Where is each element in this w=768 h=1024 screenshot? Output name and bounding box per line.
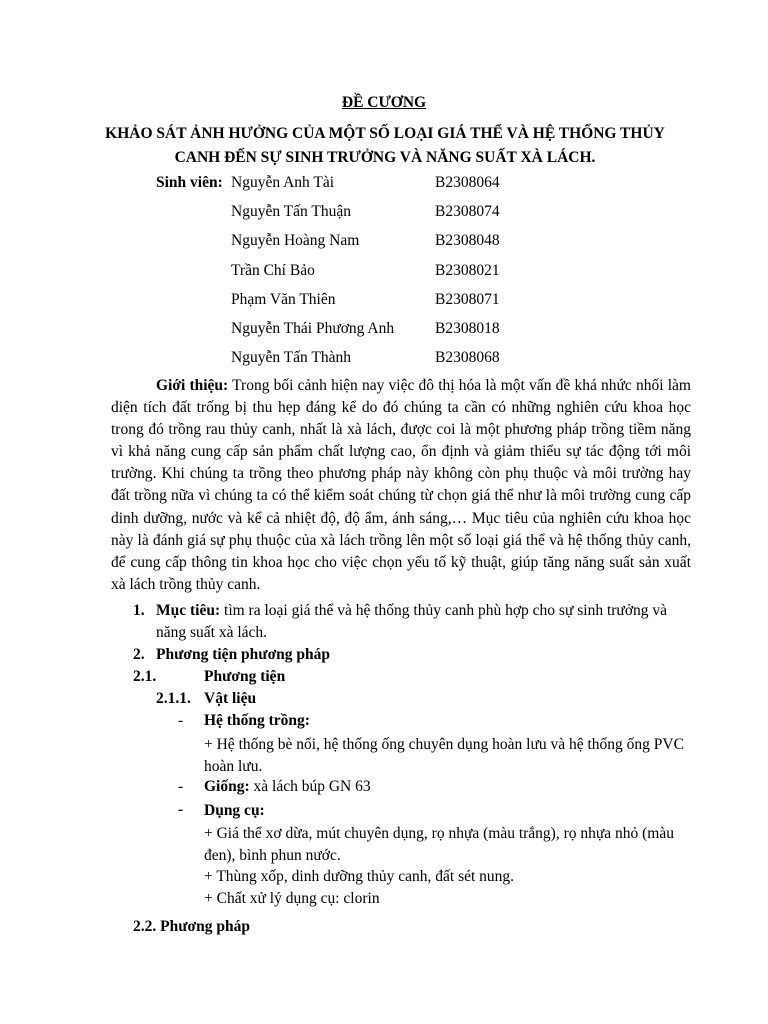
system-label: Hệ thống trồng: xyxy=(204,712,310,729)
section211-heading: Vật liệu xyxy=(204,690,257,707)
student-name: Nguyễn Anh Tài xyxy=(231,174,335,191)
section1-number: 1. xyxy=(133,602,145,619)
intro-label: Giới thiệu: xyxy=(156,377,229,394)
tools-line1: + Giá thể xơ dừa, mút chuyên dụng, rọ nhựa (màu trắng), rọ nhựa nhỏ (màu đen), bình phun nước. xyxy=(204,825,674,864)
section1-text: tìm ra loại giá thể và hệ thống thủy canh phù hợp cho sự sinh trưởng và năng suất xà lách. xyxy=(156,602,668,641)
student-name: Nguyễn Tấn Thành xyxy=(231,349,351,366)
section2-heading: Phương tiện phương pháp xyxy=(156,646,331,663)
student-id: B2308048 xyxy=(435,232,500,249)
student-id: B2308021 xyxy=(435,262,500,279)
tools-dash: - xyxy=(178,801,184,818)
system-dash: - xyxy=(178,712,184,729)
student-id: B2308068 xyxy=(435,349,500,366)
main-title: KHẢO SÁT ẢNH HƯỞNG CỦA MỘT SỐ LOẠI GIÁ THỂ VÀ HỆ THỐNG THỦY CANH ĐẾN SỰ SINH TRƯỞNG VÀ NĂNG SUẤT XÀ LÁCH. xyxy=(105,125,665,166)
tools-label: Dụng cụ: xyxy=(204,802,265,819)
student-id: B2308018 xyxy=(435,320,500,337)
intro-paragraph xyxy=(111,375,691,596)
section21-number: 2.1. xyxy=(133,668,157,685)
section2-number: 2. xyxy=(133,646,145,663)
section1-paragraph xyxy=(156,600,691,644)
seed-dash: - xyxy=(178,778,184,795)
student-name: Nguyễn Thái Phương Anh xyxy=(231,320,395,337)
tools-line3: + Chất xử lý dụng cụ: clorin xyxy=(204,890,380,907)
student-name: Phạm Văn Thiên xyxy=(231,291,336,308)
section21-heading: Phương tiện xyxy=(204,668,286,685)
intro-text: Trong bối cảnh hiện nay việc đô thị hóa là một vấn đề khá nhức nhối làm diện tích đất trống bị thu hẹp đáng kể do đó chúng ta cần có những nghiên cứu khoa học trong đó trồng rau thủy canh, nhất là xà lách, được coi là một phương pháp trồng tiềm năng vì khả năng cung cấp sản phẩm chất lượng cao, ổn định và giảm thiểu sự tác động tới môi trường. Khi chúng ta trồng theo phương pháp này không còn phụ thuộc và môi trường hay đất trồng nữa vì chúng ta có thể kiểm soát chúng từ chọn giá thể như là môi trường cung cấp dinh dưỡng, nước và kể cả nhiệt độ, độ ẩm, ánh sáng,… Mục tiêu của nghiên cứu khoa học này là đánh giá sự phụ thuộc của xà lách trồng lên một số loại giá thể và hệ thống thủy canh, để cung cấp thông tin khoa học cho việc chọn yếu tố kỹ thuật, giúp tăng năng suất sản xuất xà lách trồng thủy canh. xyxy=(111,377,691,593)
students-label: Sinh viên: xyxy=(156,174,223,191)
section22-heading: 2.2. Phương pháp xyxy=(133,918,250,935)
document-title: ĐỀ CƯƠNG xyxy=(341,94,427,111)
seed-text: xà lách búp GN 63 xyxy=(249,778,371,795)
section1-label: Mục tiêu: xyxy=(156,602,221,619)
student-name: Trần Chí Bảo xyxy=(231,262,315,279)
section211-number: 2.1.1. xyxy=(156,690,191,707)
student-id: B2308071 xyxy=(435,291,500,308)
seed-line xyxy=(204,777,371,797)
seed-label: Giống: xyxy=(204,778,250,795)
student-name: Nguyễn Hoàng Nam xyxy=(231,232,360,249)
tools-line2: + Thùng xốp, dinh dưỡng thủy canh, đất sét nung. xyxy=(204,868,515,885)
system-text: + Hệ thống bè nổi, hệ thống ống chuyên dụng hoàn lưu và hệ thống ống PVC hoàn lưu. xyxy=(204,736,684,775)
student-id: B2308074 xyxy=(435,203,500,220)
student-id: B2308064 xyxy=(435,174,500,191)
student-name: Nguyễn Tấn Thuận xyxy=(231,203,351,220)
